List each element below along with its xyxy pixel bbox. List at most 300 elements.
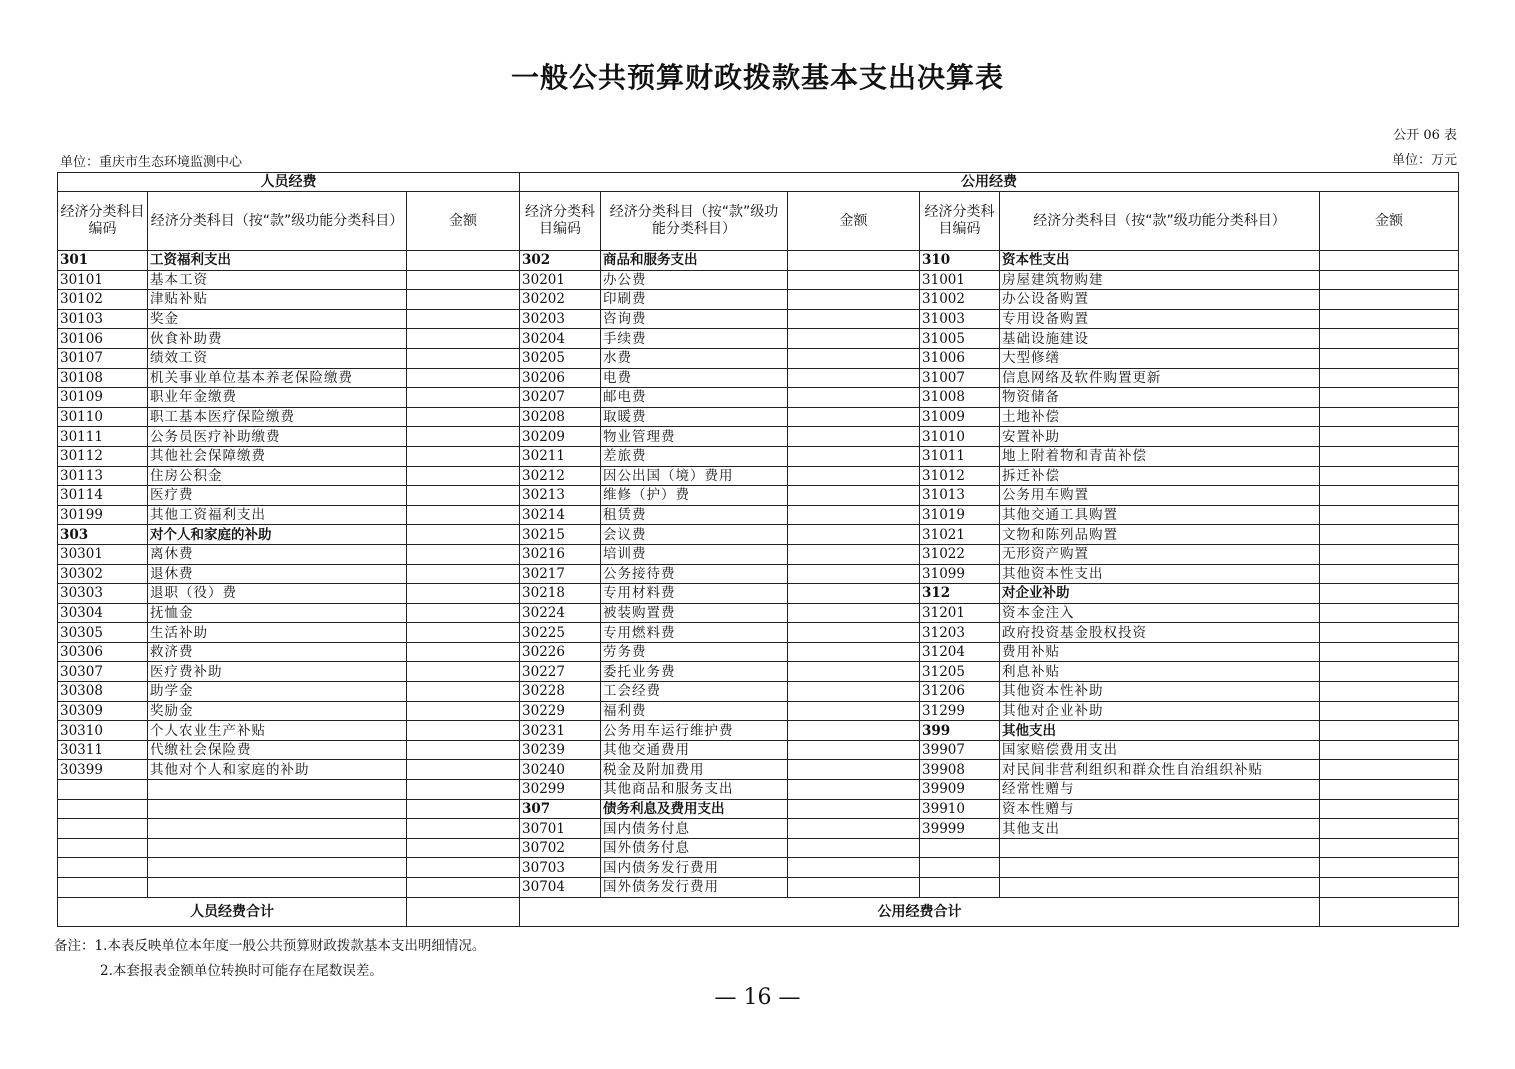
account-code [58,838,148,858]
account-code [58,799,148,819]
account-name: 国家赔偿费用支出 [1000,740,1320,760]
account-name [148,838,407,858]
account-code: 30302 [58,564,148,584]
amount-cell [788,525,920,545]
amount-cell [1320,564,1459,584]
amount-cell [1320,584,1459,604]
account-name: 会议费 [601,525,788,545]
account-name: 医疗费 [148,486,407,506]
account-code: 30231 [520,721,601,741]
amount-cell [1320,878,1459,898]
footnotes [54,934,485,984]
account-name: 经常性赠与 [1000,780,1320,800]
table-row [58,819,1459,839]
account-code: 30310 [58,721,148,741]
column-header-code: 经济分类科目编码 [58,192,148,251]
account-name: 其他资本性补助 [1000,682,1320,702]
account-code: 31012 [920,466,1000,486]
account-name: 专用材料费 [601,584,788,604]
account-name: 津贴补贴 [148,290,407,310]
account-code: 30306 [58,642,148,662]
account-code: 30240 [520,760,601,780]
amount-cell [788,780,920,800]
account-name: 专用燃料费 [601,623,788,643]
table-row [58,623,1459,643]
table-row [58,740,1459,760]
table-row [58,584,1459,604]
account-name: 咨询费 [601,309,788,329]
amount-cell [407,407,520,427]
account-code: 31006 [920,348,1000,368]
account-name: 国外债务发行费用 [601,878,788,898]
account-code: 30701 [520,819,601,839]
account-code: 31010 [920,427,1000,447]
account-name: 物资储备 [1000,388,1320,408]
account-code: 30228 [520,682,601,702]
account-name: 职工基本医疗保险缴费 [148,407,407,427]
account-code: 30108 [58,368,148,388]
amount-cell [407,642,520,662]
account-name: 信息网络及软件购置更新 [1000,368,1320,388]
table-row [58,838,1459,858]
account-code: 30307 [58,662,148,682]
account-name: 退休费 [148,564,407,584]
amount-cell [407,486,520,506]
amount-cell [788,544,920,564]
personnel-total-amount [407,897,520,926]
amount-cell [407,270,520,290]
personnel-total-label: 人员经费合计 [58,897,407,926]
account-code: 31001 [920,270,1000,290]
unit-organization: 单位：重庆市生态环境监测中心 [60,155,243,170]
account-name: 工资福利支出 [148,251,407,271]
account-name: 其他工资福利支出 [148,505,407,525]
account-name: 资本性赠与 [1000,799,1320,819]
amount-cell [1320,270,1459,290]
account-name: 利息补贴 [1000,662,1320,682]
account-code [58,858,148,878]
column-header-amount: 金额 [1320,192,1459,251]
amount-cell [407,309,520,329]
account-code: 31299 [920,701,1000,721]
account-code: 31019 [920,505,1000,525]
public-total-amount [1320,897,1459,926]
account-name: 公务用车运行维护费 [601,721,788,741]
account-code: 31009 [920,407,1000,427]
column-header-name: 经济分类科目（按“款”级功能分类科目） [1000,192,1320,251]
amount-cell [407,584,520,604]
table-row [58,290,1459,310]
account-name: 政府投资基金股权投资 [1000,623,1320,643]
amount-cell [1320,407,1459,427]
amount-cell [407,662,520,682]
amount-cell [407,290,520,310]
account-code: 31021 [920,525,1000,545]
account-name: 住房公积金 [148,466,407,486]
amount-cell [407,251,520,271]
table-row [58,858,1459,878]
amount-cell [788,348,920,368]
account-name [148,858,407,878]
expenditure-table [57,172,1459,927]
amount-cell [1320,642,1459,662]
account-name: 对企业补助 [1000,584,1320,604]
amount-cell [407,368,520,388]
account-code: 30309 [58,701,148,721]
amount-cell [788,270,920,290]
amount-cell [407,505,520,525]
amount-cell [407,799,520,819]
amount-cell [788,584,920,604]
amount-cell [1320,662,1459,682]
account-name: 其他商品和服务支出 [601,780,788,800]
amount-cell [788,251,920,271]
account-code: 39910 [920,799,1000,819]
account-name: 助学金 [148,682,407,702]
account-code: 30305 [58,623,148,643]
account-name [1000,878,1320,898]
table-row [58,701,1459,721]
account-code: 30205 [520,348,601,368]
account-name: 差旅费 [601,446,788,466]
table-row [58,486,1459,506]
column-header-code: 经济分类科目编码 [920,192,1000,251]
account-name: 奖金 [148,309,407,329]
table-row [58,682,1459,702]
account-code: 31008 [920,388,1000,408]
account-name: 邮电费 [601,388,788,408]
amount-cell [788,446,920,466]
account-name: 其他支出 [1000,721,1320,741]
account-name: 公务用车购置 [1000,486,1320,506]
account-name: 电费 [601,368,788,388]
account-name: 工会经费 [601,682,788,702]
table-row [58,309,1459,329]
page-title: 一般公共预算财政拨款基本支出决算表 [510,61,1004,94]
account-code: 30101 [58,270,148,290]
table-row [58,721,1459,741]
account-name: 水费 [601,348,788,368]
footnote-1: 备注：1.本表反映单位本年度一般公共预算财政拨款基本支出明细情况。 [54,938,486,954]
amount-cell [1320,838,1459,858]
account-code: 31204 [920,642,1000,662]
account-name: 文物和陈列品购置 [1000,525,1320,545]
amount-cell [1320,760,1459,780]
account-name: 其他交通费用 [601,740,788,760]
account-name: 印刷费 [601,290,788,310]
account-code: 30199 [58,505,148,525]
account-code: 31013 [920,486,1000,506]
account-code: 303 [58,525,148,545]
account-code: 30301 [58,544,148,564]
table-row [58,505,1459,525]
account-name: 培训费 [601,544,788,564]
amount-cell [407,838,520,858]
account-name: 维修（护）费 [601,486,788,506]
column-header-name: 经济分类科目（按“款”级功能分类科目） [601,192,788,251]
amount-cell [1320,466,1459,486]
amount-cell [788,603,920,623]
account-name: 基本工资 [148,270,407,290]
account-code [920,838,1000,858]
amount-cell [1320,721,1459,741]
amount-cell [407,564,520,584]
account-code [920,878,1000,898]
account-name: 其他支出 [1000,819,1320,839]
amount-cell [1320,740,1459,760]
table-row [58,525,1459,545]
account-code: 31002 [920,290,1000,310]
account-code: 39999 [920,819,1000,839]
account-name: 办公设备购置 [1000,290,1320,310]
account-code: 30239 [520,740,601,760]
amount-cell [788,623,920,643]
amount-cell [788,642,920,662]
amount-cell [788,329,920,349]
account-name: 劳务费 [601,642,788,662]
amount-cell [788,290,920,310]
account-name: 租赁费 [601,505,788,525]
account-code: 30203 [520,309,601,329]
account-code: 30213 [520,486,601,506]
amount-cell [1320,544,1459,564]
amount-cell [407,682,520,702]
amount-cell [1320,505,1459,525]
account-code [58,878,148,898]
table-row [58,427,1459,447]
group-header-personnel: 人员经费 [58,173,520,192]
table-row [58,348,1459,368]
account-name: 救济费 [148,642,407,662]
amount-cell [788,564,920,584]
account-code: 30225 [520,623,601,643]
account-code: 30109 [58,388,148,408]
account-name: 债务利息及费用支出 [601,799,788,819]
group-header-public: 公用经费 [520,173,1459,192]
amount-cell [788,486,920,506]
account-code: 30106 [58,329,148,349]
amount-cell [407,525,520,545]
account-name: 医疗费补助 [148,662,407,682]
account-name: 专用设备购置 [1000,309,1320,329]
account-name: 抚恤金 [148,603,407,623]
account-code: 30226 [520,642,601,662]
table-body [58,251,1459,898]
amount-cell [788,309,920,329]
table-row [58,466,1459,486]
account-name: 房屋建筑物购建 [1000,270,1320,290]
amount-cell [407,348,520,368]
account-code: 30303 [58,584,148,604]
account-name: 生活补助 [148,623,407,643]
account-name: 福利费 [601,701,788,721]
account-name: 资本性支出 [1000,251,1320,271]
account-name: 对民间非营利组织和群众性自治组织补贴 [1000,760,1320,780]
amount-cell [788,388,920,408]
unit-currency: 单位：万元 [1391,153,1457,168]
account-code: 30311 [58,740,148,760]
amount-cell [788,799,920,819]
account-code: 30113 [58,466,148,486]
account-code: 39908 [920,760,1000,780]
account-code: 30217 [520,564,601,584]
amount-cell [1320,819,1459,839]
amount-cell [407,780,520,800]
account-code: 301 [58,251,148,271]
amount-cell [407,819,520,839]
account-code: 30206 [520,368,601,388]
account-name: 其他对企业补助 [1000,701,1320,721]
amount-cell [788,740,920,760]
table-row [58,270,1459,290]
amount-cell [1320,329,1459,349]
account-code [58,819,148,839]
account-code: 30103 [58,309,148,329]
table-row [58,564,1459,584]
amount-cell [788,466,920,486]
account-code: 31203 [920,623,1000,643]
column-header-amount: 金额 [407,192,520,251]
amount-cell [788,427,920,447]
account-code: 30202 [520,290,601,310]
account-code: 30399 [58,760,148,780]
account-name: 代缴社会保险费 [148,740,407,760]
table-row [58,878,1459,898]
account-code: 310 [920,251,1000,271]
account-code: 30204 [520,329,601,349]
amount-cell [407,446,520,466]
table-row [58,544,1459,564]
amount-cell [788,878,920,898]
account-name: 其他对个人和家庭的补助 [148,760,407,780]
account-name: 国外债务付息 [601,838,788,858]
amount-cell [788,721,920,741]
account-name: 伙食补助费 [148,329,407,349]
account-code: 30209 [520,427,601,447]
column-header-code: 经济分类科目编码 [520,192,601,251]
table-row [58,662,1459,682]
amount-cell [788,838,920,858]
account-code: 30214 [520,505,601,525]
amount-cell [788,407,920,427]
account-code: 30308 [58,682,148,702]
account-name: 安置补助 [1000,427,1320,447]
account-name: 无形资产购置 [1000,544,1320,564]
table-row [58,407,1459,427]
amount-cell [407,466,520,486]
amount-cell [1320,251,1459,271]
account-code: 31206 [920,682,1000,702]
amount-cell [788,858,920,878]
amount-cell [407,740,520,760]
amount-cell [407,603,520,623]
account-name: 费用补贴 [1000,642,1320,662]
amount-cell [788,701,920,721]
account-name: 其他社会保障缴费 [148,446,407,466]
amount-cell [1320,799,1459,819]
account-code: 30216 [520,544,601,564]
account-name: 职业年金缴费 [148,388,407,408]
amount-cell [1320,780,1459,800]
account-name: 国内债务发行费用 [601,858,788,878]
form-number: 公开 06 表 [1393,128,1457,143]
amount-cell [407,427,520,447]
account-name: 公务员医疗补助缴费 [148,427,407,447]
table-row [58,251,1459,271]
account-code: 30218 [520,584,601,604]
table-row [58,642,1459,662]
account-name: 退职（役）费 [148,584,407,604]
amount-cell [407,329,520,349]
account-code: 39907 [920,740,1000,760]
amount-cell [407,721,520,741]
account-name: 对个人和家庭的补助 [148,525,407,545]
account-name: 商品和服务支出 [601,251,788,271]
account-code: 30107 [58,348,148,368]
amount-cell [1320,427,1459,447]
account-name: 办公费 [601,270,788,290]
amount-cell [407,623,520,643]
account-code: 30211 [520,446,601,466]
account-name: 取暖费 [601,407,788,427]
account-name: 因公出国（境）费用 [601,466,788,486]
amount-cell [407,760,520,780]
account-name: 其他交通工具购置 [1000,505,1320,525]
account-name: 绩效工资 [148,348,407,368]
account-code: 30114 [58,486,148,506]
account-code: 30224 [520,603,601,623]
account-code: 307 [520,799,601,819]
account-name [148,819,407,839]
account-code: 31022 [920,544,1000,564]
table-row [58,368,1459,388]
account-code: 31099 [920,564,1000,584]
amount-cell [1320,290,1459,310]
account-name: 委托业务费 [601,662,788,682]
footnote-2: 2.本套报表金额单位转换时可能存在尾数误差。 [100,963,383,979]
amount-cell [788,760,920,780]
account-name [148,878,407,898]
table-row [58,799,1459,819]
account-name: 土地补偿 [1000,407,1320,427]
account-name [1000,858,1320,878]
account-name: 基础设施建设 [1000,329,1320,349]
amount-cell [788,662,920,682]
public-total-label: 公用经费合计 [520,897,1320,926]
column-header-amount: 金额 [788,192,920,251]
account-code [920,858,1000,878]
account-code: 30102 [58,290,148,310]
account-name: 大型修缮 [1000,348,1320,368]
account-code: 31003 [920,309,1000,329]
table-row [58,603,1459,623]
amount-cell [1320,701,1459,721]
table-row [58,446,1459,466]
account-code: 31201 [920,603,1000,623]
account-code: 30208 [520,407,601,427]
account-code: 30702 [520,838,601,858]
account-code: 31005 [920,329,1000,349]
account-code: 312 [920,584,1000,604]
account-code: 30229 [520,701,601,721]
table-row [58,329,1459,349]
account-code: 30111 [58,427,148,447]
account-name: 奖励金 [148,701,407,721]
account-name [148,799,407,819]
account-code: 399 [920,721,1000,741]
account-name: 离休费 [148,544,407,564]
account-code: 30227 [520,662,601,682]
